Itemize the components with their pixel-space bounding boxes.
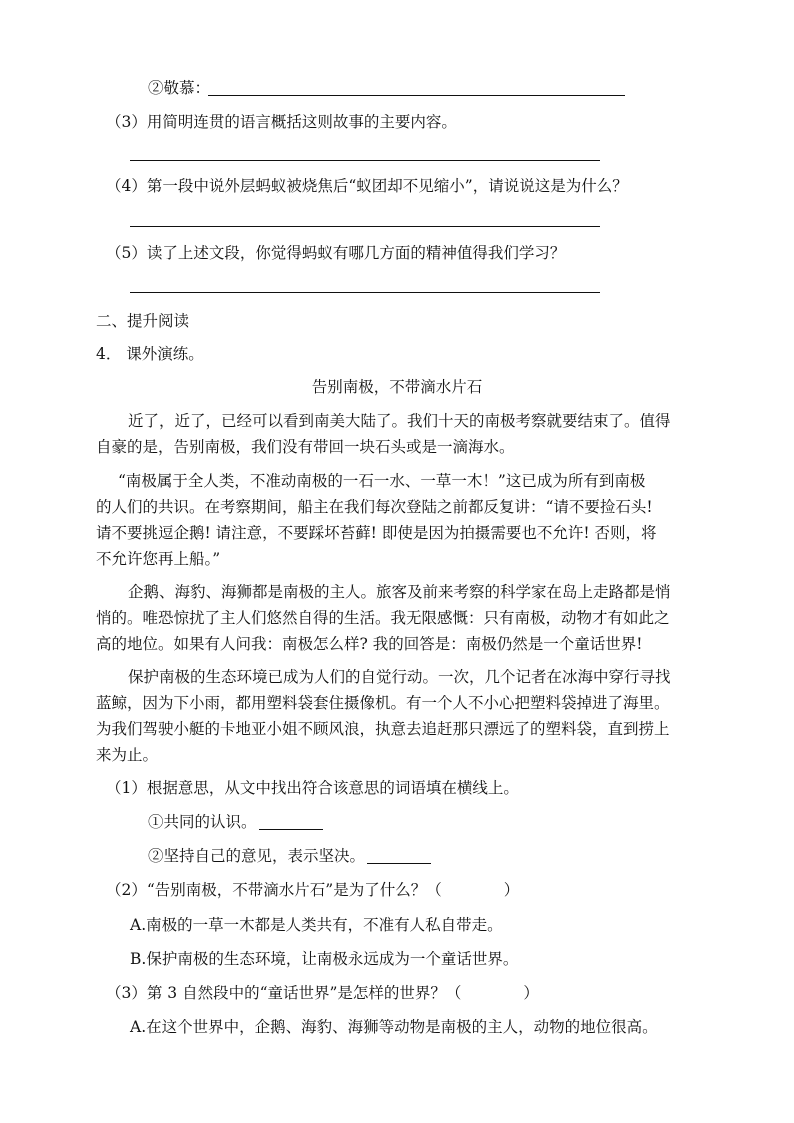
option-b: B.保护南极的生态环境，让南极永远成为一个童话世界。 (130, 950, 519, 968)
question-5: （5）读了上述文段，你觉得蚂蚁有哪几方面的精神值得我们学习？ (106, 244, 566, 262)
question-1-item-b (148, 846, 431, 866)
item-text: ②坚持自己的意见，表示坚决。 (148, 847, 366, 865)
answer-line[interactable] (130, 160, 600, 161)
passage-title: 告别南极，不带滴水片石 (311, 378, 483, 396)
passage-line: 不允许您再上船。” (96, 550, 221, 568)
question-1: （1）根据意思，从文中找出符合该意思的词语填在横线上。 (106, 779, 519, 797)
exercise-label: 4． 课外演练。 (96, 345, 204, 363)
question-4: （4）第一段中说外层蚂蚁被烧焦后“蚁团却不见缩小”，请说说这是为什么？ (106, 177, 628, 195)
passage-line: 保护南极的生态环境已成为人们的自觉行动。一次，几个记者在冰海中穿行寻找 (128, 668, 671, 686)
passage-line: “南极属于全人类，不准动南极的一石一水、一草一木！”这已成为所有到南极 (118, 472, 646, 490)
question-1-item-a (148, 812, 323, 832)
passage-line: 来为止。 (96, 746, 159, 764)
passage-line: 的人们的共识。在考察期间，船主在我们每次登陆之前都反复讲：“请不要捡石头! (96, 498, 653, 516)
question-3: （3）用简明连贯的语言概括这则故事的主要内容。 (106, 113, 457, 131)
passage-line: 悄的。唯恐惊扰了主人们悠然自得的生活。我无限感慨：只有南极，动物才有如此之 (96, 609, 670, 627)
answer-line[interactable] (130, 226, 600, 227)
option-a: A.南极的一草一木都是人类共有，不准有人私自带走。 (130, 916, 503, 934)
passage-line: 自豪的是，告别南极，我们没有带回一块石头或是一滴海水。 (96, 438, 515, 456)
option-a: A.在这个世界中，企鹅、海豹、海狮等动物是南极的主人，动物的地位很高。 (130, 1018, 658, 1036)
item-text: ①共同的认识。 (148, 813, 257, 831)
answer-line[interactable] (208, 95, 625, 96)
passage-line: 为我们驾驶小艇的卡地亚小姐不顾风浪，执意去追赶那只漂远了的塑料袋，直到捞上 (96, 720, 670, 738)
passage-line: 近了，近了，已经可以看到南美大陆了。我们十天的南极考察就要结束了。值得 (128, 412, 671, 430)
question-3b: （3）第 3 自然段中的“童话世界”是怎样的世界？（ ） (106, 984, 539, 1002)
question-2: （2）“告别南极，不带滴水片石”是为了什么？（ ） (106, 881, 520, 899)
passage-line: 高的地位。如果有人问我：南极怎么样? 我的回答是：南极仍然是一个童话世界! (96, 635, 643, 653)
q2-item2-label: ②敬慕： (148, 79, 211, 97)
section-heading: 二、提升阅读 (96, 312, 190, 330)
passage-line: 蓝鲸，因为下小雨，都用塑料袋套住摄像机。有一个人不小心把塑料袋掉进了海里。 (96, 694, 670, 712)
passage-line: 企鹅、海豹、海狮都是南极的主人。旅客及前来考察的科学家在岛上走路都是悄 (128, 583, 671, 601)
fill-blank[interactable] (259, 813, 323, 830)
passage-line: 请不要挑逗企鹅! 请注意，不要踩坏苔藓! 即使是因为拍摄需要也不允许! 否则，将 (96, 524, 657, 542)
answer-line[interactable] (130, 292, 600, 293)
fill-blank[interactable] (367, 847, 431, 864)
